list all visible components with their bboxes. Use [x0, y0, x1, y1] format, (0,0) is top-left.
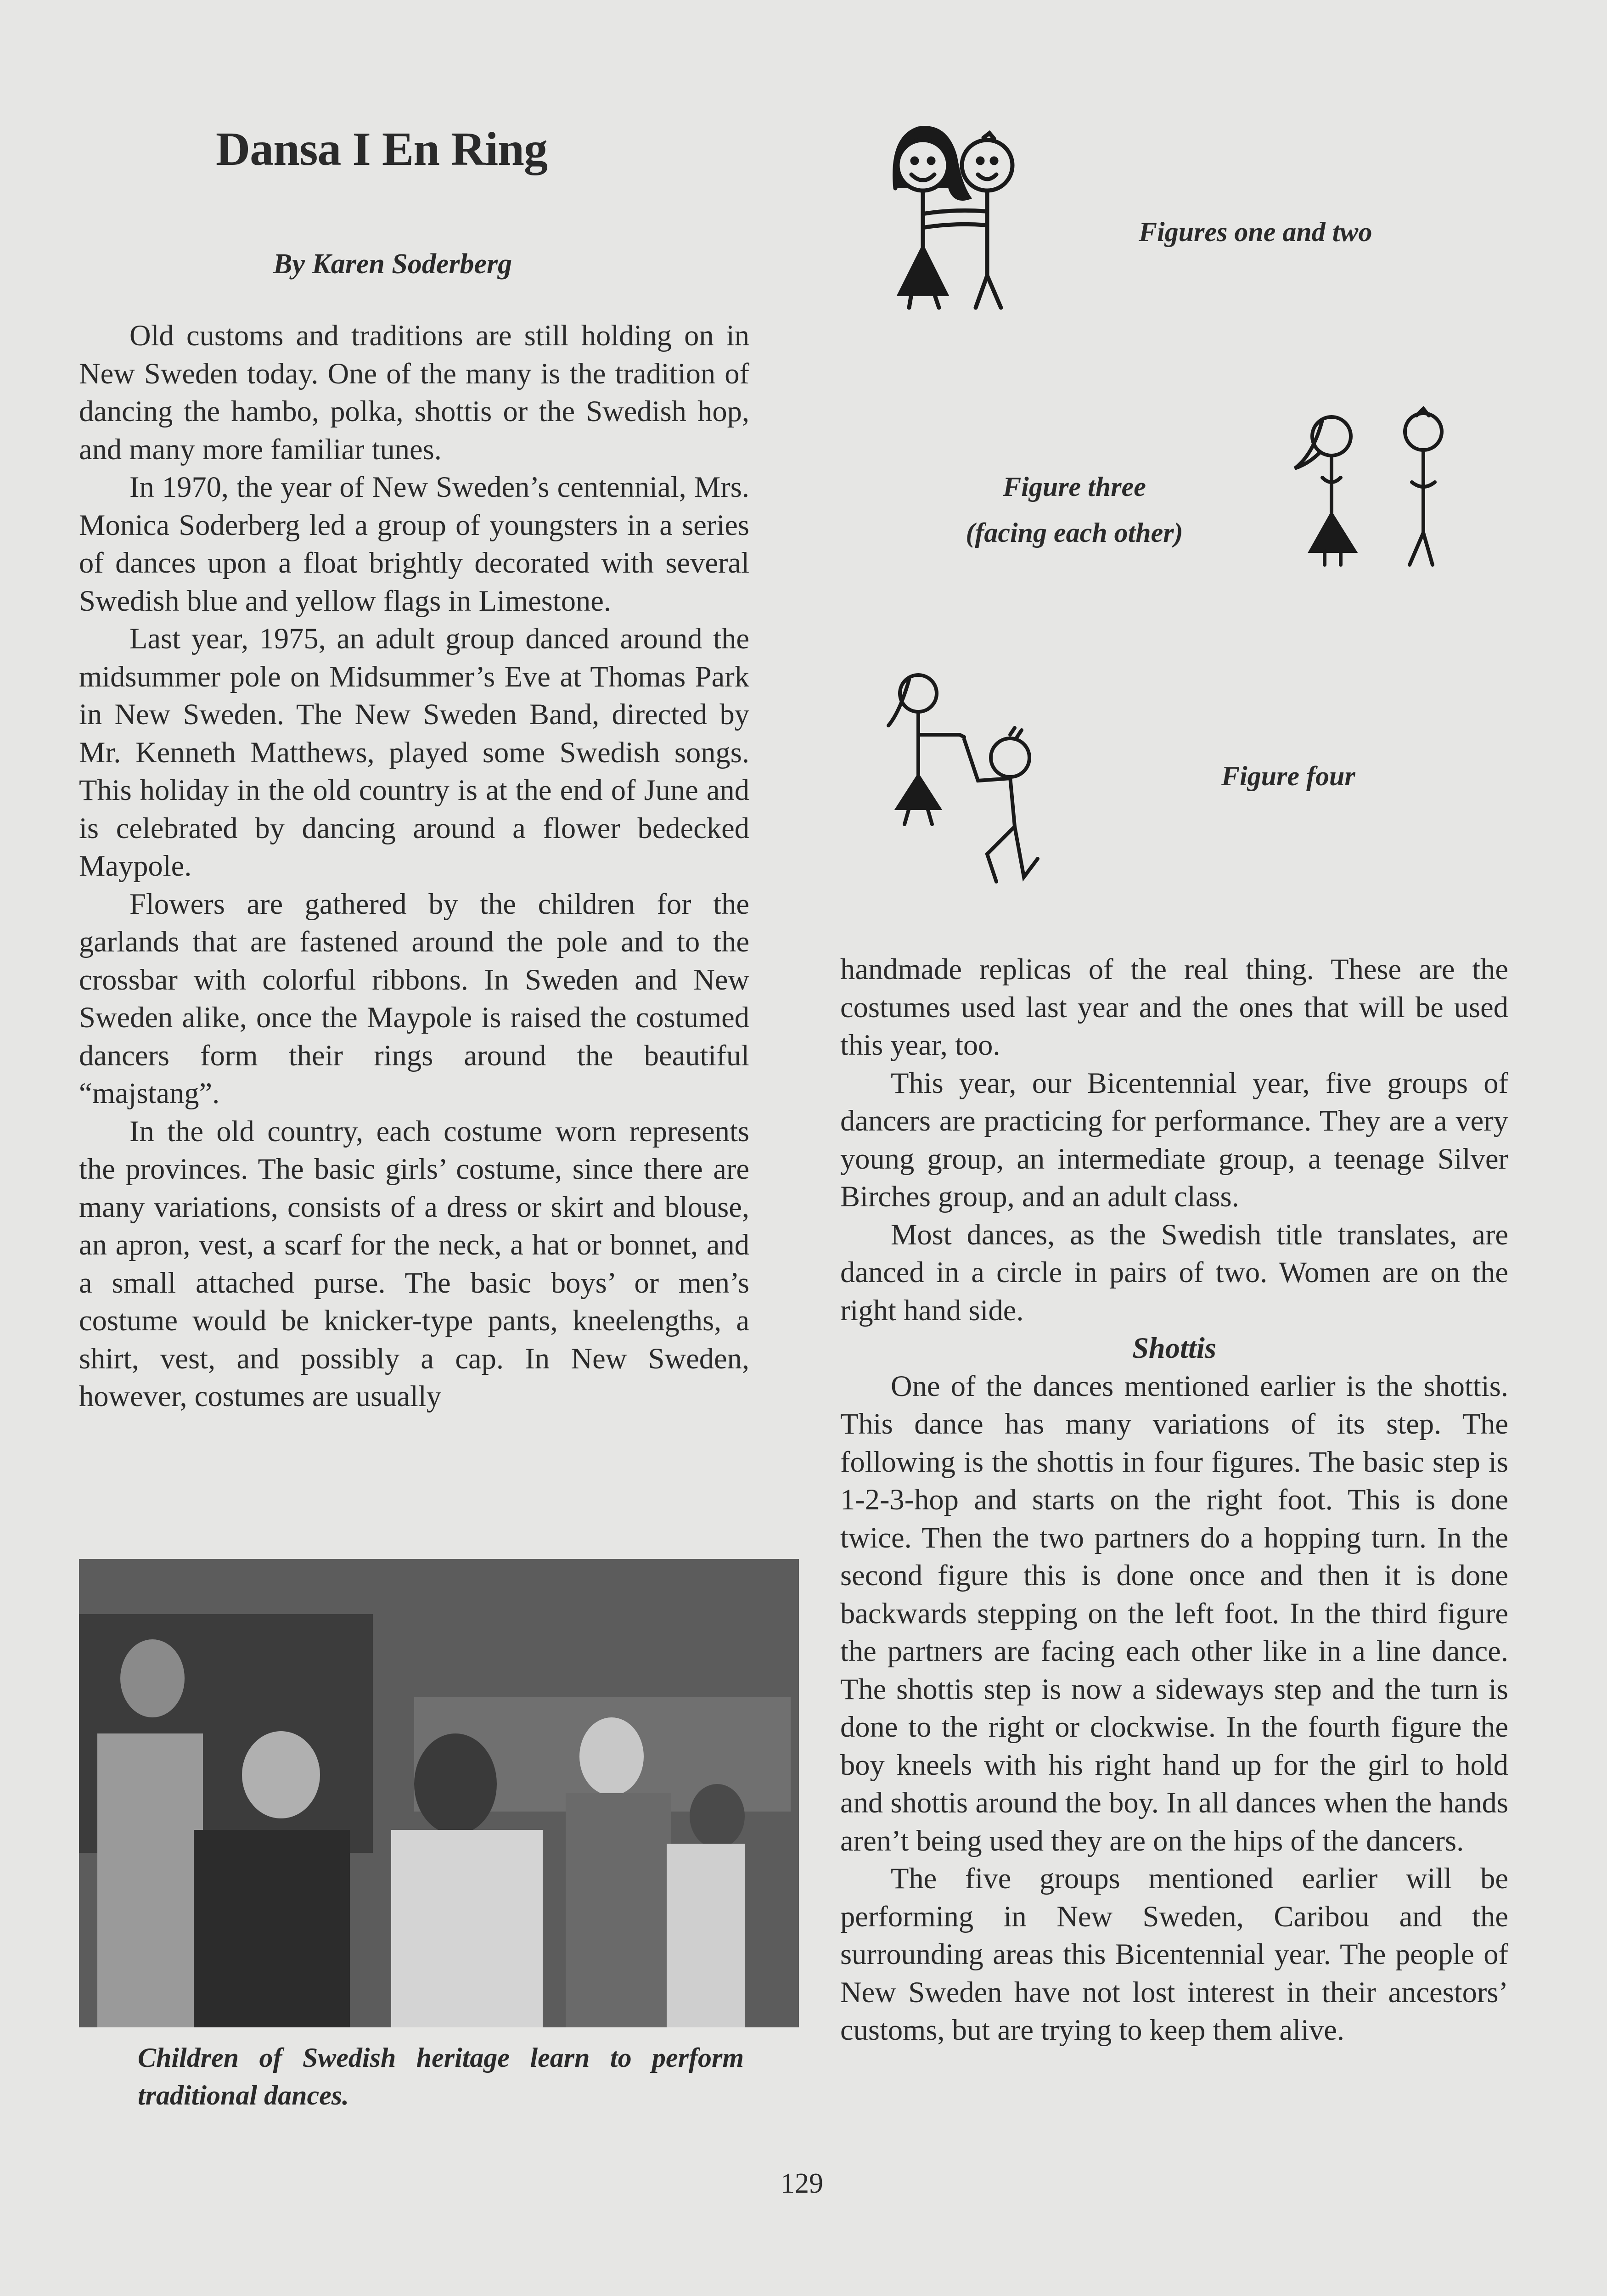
- article-title: Dansa I En Ring: [216, 123, 547, 175]
- paragraph: The five groups mentioned earlier will be performing in New Sweden, Caribou and the surrounding areas this Bicentennial year. The people of New Sweden have not lost interest in their ancestors’ customs, but are trying to keep them alive.: [840, 1862, 1508, 2046]
- paragraph: In 1970, the year of New Sweden’s centennial, Mrs. Monica Soderberg led a group of youngsters in a series of dances upon a float brightly decorated with several Swedish blue and yellow flags in Limestone.: [79, 471, 749, 617]
- figure-four-illustration: [882, 661, 1111, 900]
- photo-caption: Children of Swedish heritage learn to perform traditional dances.: [138, 2043, 744, 2110]
- figures-one-two-illustration: [863, 110, 1102, 312]
- girl-head: [898, 140, 948, 191]
- girl-skirt: [900, 248, 946, 294]
- paragraph: Flowers are gathered by the children for the garlands that are fastened around the pole and to the crossbar with colorful ribbons. In Sweden and New Sweden alike, once the Maypole is raised the costumed dancers form their rings around the beautiful “majstang”.: [79, 887, 749, 1109]
- paragraph: In the old country, each costume worn represents the provinces. The basic girls’ costume, since there are many variations, consists of a dress or skirt and blouse, an apron, vest, a scarf for the neck, a hat or bonnet, and a small attached purse. The basic boys’ or men’s costume would be knicker-type pants, kneelengths, a shirt, vest, and possibly a cap. In New Sweden, however, costumes are usually: [79, 1114, 749, 1412]
- figure-three-caption: [932, 464, 1217, 556]
- boy-head: [991, 738, 1029, 777]
- figure-three-illustration: [1276, 395, 1478, 602]
- girl-skirt: [1311, 514, 1354, 551]
- figures-one-two-caption: Figures one and two: [1139, 217, 1372, 247]
- photo-scene: [79, 1559, 799, 2027]
- boy-head: [1405, 413, 1442, 450]
- figure-four-caption: Figure four: [1221, 761, 1355, 791]
- paragraph: One of the dances mentioned earlier is the shottis. This dance has many variations of its step. The following is the shottis in four figures. The basic step is 1-2-3-hop and starts on the right foot. This is done twice. Then the two partners do a hopping turn. In the second figure this is done once and then it is done backwards stepping on the left foot. In the third figure the partners are facing each other like in a line dance. The shottis step is now a sideways step and the turn is done to the right or clockwise. In the fourth figure the boy kneels with his right hand up for the girl to hold and shottis around the boy. In all dances when the hands aren’t being used they are on the hips of the dancers.: [840, 1369, 1508, 1857]
- paragraph: Old customs and traditions are still holding on in New Sweden today. One of the many is the tradition of dancing the hambo, polka, shottis or the Swedish hop, and many more familiar tunes.: [79, 319, 749, 466]
- paragraph: This year, our Bicentennial year, five groups of dancers are practicing for performance. They are a very young group, an intermediate group, a teenage Silver Birches group, and an adult class.: [840, 1066, 1508, 1213]
- page-number: 129: [781, 2168, 823, 2199]
- section-heading: Shottis: [1132, 1332, 1216, 1364]
- paragraph: Most dances, as the Swedish title translates, are danced in a circle in pairs of two. Women are on the right hand side.: [840, 1218, 1508, 1327]
- figure-three-caption-line2: (facing each other): [966, 518, 1183, 548]
- paragraph: Last year, 1975, an adult group danced around the midsummer pole on Midsummer’s Eve at Thomas Park in New Sweden. The New Sweden Band, directed by Mr. Kenneth Matthews, played some Swedish songs. This holiday in the old country is at the end of June and is celebrated by dancing around a flower bedecked Maypole.: [79, 622, 749, 882]
- figure-three-caption-line1: Figure three: [1003, 472, 1146, 502]
- children-dancing-photo: [79, 1559, 799, 2027]
- byline: By Karen Soderberg: [273, 248, 512, 280]
- paragraph-continuation: handmade replicas of the real thing. These are the costumes used last year and the ones that will be used this year, too.: [840, 953, 1508, 1061]
- girl-skirt: [898, 776, 939, 808]
- left-column: [79, 317, 749, 1416]
- boy-head: [962, 140, 1012, 191]
- right-column: [840, 951, 1508, 2049]
